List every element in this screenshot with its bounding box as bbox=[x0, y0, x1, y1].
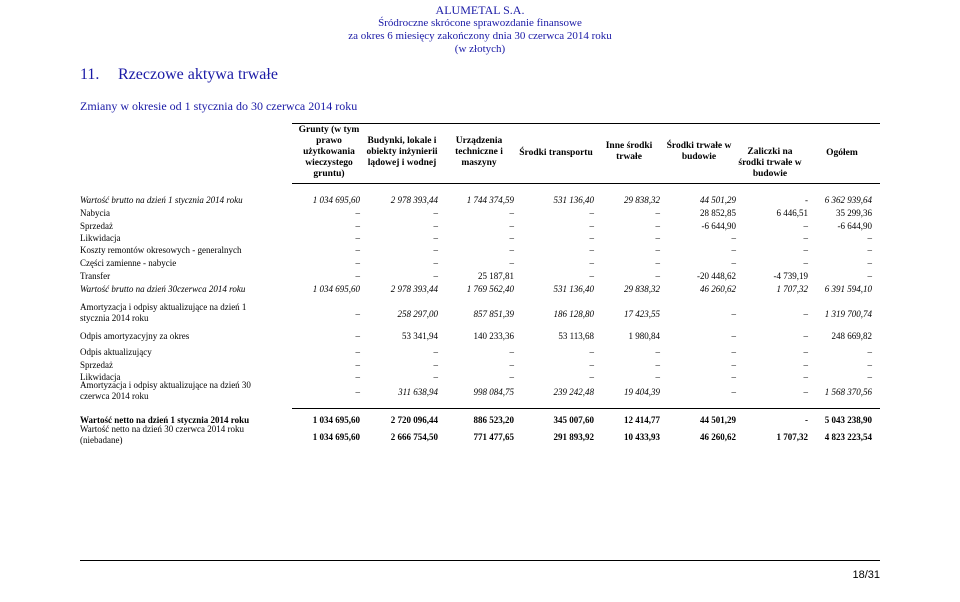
row-label: Odpis amortyzacyjny za okres bbox=[80, 331, 190, 341]
section-title-text: Rzeczowe aktywa trwałe bbox=[118, 66, 278, 83]
table-cell: – bbox=[589, 360, 594, 370]
footer-rule bbox=[80, 560, 880, 561]
table-cell: – bbox=[589, 233, 594, 243]
table-cell: 5 043 238,90 bbox=[824, 415, 872, 425]
page-number: 18/31 bbox=[852, 569, 880, 581]
table-cell: – bbox=[509, 347, 514, 357]
table-cell: 10 433,93 bbox=[624, 432, 660, 442]
table-cell: – bbox=[803, 360, 808, 370]
table-cell: – bbox=[655, 208, 660, 218]
table-cell: 998 084,75 bbox=[473, 387, 514, 397]
column-header-transport: Środki transportu bbox=[519, 148, 593, 158]
table-cell: – bbox=[867, 258, 872, 268]
table-cell: 2 720 096,44 bbox=[390, 415, 438, 425]
table-cell: – bbox=[433, 233, 438, 243]
table-cell: - bbox=[805, 195, 808, 205]
column-header-machinery: Urządzenia techniczne i maszyny bbox=[455, 136, 503, 168]
table-row-impairment bbox=[80, 346, 880, 358]
table-cell: – bbox=[355, 347, 360, 357]
table-cell: – bbox=[803, 221, 808, 231]
table-row-transfer bbox=[80, 270, 880, 282]
row-label: Części zamienne - nabycie bbox=[80, 258, 177, 268]
table-cell: 248 669,82 bbox=[831, 331, 872, 341]
table-row-closing-gross bbox=[80, 283, 880, 295]
table-row-overhaul-costs bbox=[80, 244, 880, 256]
column-header-advances: Zaliczki na środki trwałe w budowie bbox=[738, 147, 802, 179]
row-label: Amortyzacja i odpisy aktualizujące na dzień 1 stycznia 2014 roku bbox=[80, 302, 247, 323]
table-cell: 17 423,55 bbox=[624, 309, 660, 319]
table-cell: 1 707,32 bbox=[776, 284, 808, 294]
table-cell: – bbox=[803, 347, 808, 357]
table-cell: 886 523,20 bbox=[473, 415, 514, 425]
table-cell: – bbox=[655, 347, 660, 357]
table-cell: 291 893,92 bbox=[553, 432, 594, 442]
table-cell: – bbox=[803, 331, 808, 341]
table-cell: – bbox=[867, 372, 872, 382]
table-cell: -6 644,90 bbox=[701, 221, 736, 231]
table-cell: – bbox=[355, 221, 360, 231]
table-cell: 186 128,80 bbox=[553, 309, 594, 319]
table-cell: – bbox=[731, 245, 736, 255]
table-cell: – bbox=[355, 271, 360, 281]
table-cell: – bbox=[355, 245, 360, 255]
table-cell: 2 978 393,44 bbox=[390, 284, 438, 294]
header-top-rule bbox=[292, 123, 880, 124]
table-cell: – bbox=[509, 245, 514, 255]
table-row-depreciation-charge bbox=[80, 330, 880, 342]
table-row-sales-depreciation bbox=[80, 359, 880, 371]
row-label: Wartość netto na dzień 1 stycznia 2014 roku bbox=[80, 415, 250, 425]
table-cell: 1 034 695,60 bbox=[312, 415, 360, 425]
table-cell: 12 414,77 bbox=[624, 415, 660, 425]
table-cell: – bbox=[803, 245, 808, 255]
table-cell: 46 260,62 bbox=[700, 284, 736, 294]
table-row-opening-depreciation bbox=[80, 302, 880, 323]
table-cell: – bbox=[655, 233, 660, 243]
table-cell: 1 034 695,60 bbox=[312, 432, 360, 442]
table-cell: – bbox=[803, 233, 808, 243]
column-header-land: Grunty (w tym prawo użytkowania wieczystego gruntu) bbox=[298, 125, 360, 179]
table-cell: – bbox=[655, 245, 660, 255]
table-cell: – bbox=[433, 372, 438, 382]
row-label: Likwidacja bbox=[80, 233, 121, 243]
table-cell: – bbox=[731, 372, 736, 382]
table-cell: 6 391 594,10 bbox=[824, 284, 872, 294]
table-cell: – bbox=[589, 271, 594, 281]
table-cell: – bbox=[731, 233, 736, 243]
table-cell: 29 838,32 bbox=[624, 284, 660, 294]
table-cell: 4 823 223,54 bbox=[824, 432, 872, 442]
table-cell: – bbox=[509, 258, 514, 268]
table-row-acquisitions bbox=[80, 207, 880, 219]
table-cell: 1 034 695,60 bbox=[312, 284, 360, 294]
table-cell: – bbox=[509, 221, 514, 231]
row-label: Nabycia bbox=[80, 208, 110, 218]
table-subtitle: Zmiany w okresie od 1 stycznia do 30 czerwca 2014 roku bbox=[80, 99, 358, 113]
table-row-net-closing bbox=[80, 424, 880, 445]
table-cell: – bbox=[731, 258, 736, 268]
table-cell: – bbox=[589, 258, 594, 268]
table-row-sales bbox=[80, 220, 880, 232]
row-label: Wartość brutto na dzień 1 stycznia 2014 roku bbox=[80, 195, 243, 205]
table-cell: – bbox=[509, 360, 514, 370]
table-cell: 6 446,51 bbox=[776, 208, 808, 218]
table-cell: – bbox=[509, 233, 514, 243]
column-header-total: Ogółem bbox=[826, 148, 858, 158]
table-row-opening-gross bbox=[80, 194, 880, 206]
table-cell: – bbox=[355, 208, 360, 218]
table-cell: 29 838,32 bbox=[624, 195, 660, 205]
table-cell: 53 113,68 bbox=[558, 331, 594, 341]
table-cell: – bbox=[867, 271, 872, 281]
table-cell: – bbox=[803, 258, 808, 268]
table-cell: – bbox=[803, 387, 808, 397]
table-cell: 258 297,00 bbox=[397, 309, 438, 319]
table-cell: – bbox=[355, 387, 360, 397]
company-name: ALUMETAL S.A. bbox=[435, 3, 525, 17]
table-cell: – bbox=[803, 372, 808, 382]
report-period: za okres 6 miesięcy zakończony dnia 30 czerwca 2014 roku bbox=[348, 30, 612, 42]
report-currency: (w złotych) bbox=[454, 43, 506, 55]
table-cell: 531 136,40 bbox=[553, 195, 594, 205]
table-cell: – bbox=[433, 258, 438, 268]
table-cell: 2 978 393,44 bbox=[390, 195, 438, 205]
row-label: Wartość brutto na dzień 30czerwca 2014 roku bbox=[80, 284, 246, 294]
table-cell: – bbox=[731, 309, 736, 319]
report-title: Śródroczne skrócone sprawozdanie finansowe bbox=[378, 17, 582, 29]
table-cell: – bbox=[355, 233, 360, 243]
column-header-other: Inne środki trwałe bbox=[605, 141, 653, 162]
table-cell: – bbox=[731, 347, 736, 357]
table-cell: – bbox=[655, 258, 660, 268]
table-cell: - bbox=[805, 415, 808, 425]
row-label: Likwidacja bbox=[80, 372, 121, 382]
table-cell: – bbox=[731, 331, 736, 341]
table-cell: – bbox=[655, 221, 660, 231]
table-cell: 857 851,39 bbox=[473, 309, 514, 319]
row-label: Wartość netto na dzień 30 czerwca 2014 roku (niebadane) bbox=[80, 424, 244, 445]
table-cell: 35 299,36 bbox=[836, 208, 872, 218]
table-cell: – bbox=[355, 372, 360, 382]
table-cell: – bbox=[589, 221, 594, 231]
table-row-closing-depreciation bbox=[80, 380, 880, 401]
table-cell: – bbox=[803, 309, 808, 319]
table-cell: – bbox=[433, 208, 438, 218]
table-cell: -20 448,62 bbox=[697, 271, 736, 281]
section-number: 11. bbox=[80, 66, 100, 83]
row-label: Koszty remontów okresowych - generalnych bbox=[80, 245, 242, 255]
table-cell: – bbox=[589, 347, 594, 357]
table-cell: – bbox=[509, 372, 514, 382]
table-cell: – bbox=[655, 360, 660, 370]
header-bottom-rule bbox=[292, 183, 880, 184]
column-header-buildings: Budynki, lokale i obiekty inżynierii lądowej i wodnej bbox=[366, 136, 438, 168]
totals-rule bbox=[292, 408, 880, 409]
table-cell: 1 980,84 bbox=[628, 331, 660, 341]
table-cell: 1 707,32 bbox=[776, 432, 808, 442]
table-cell: – bbox=[731, 360, 736, 370]
table-cell: – bbox=[867, 245, 872, 255]
table-cell: – bbox=[433, 221, 438, 231]
table-cell: – bbox=[867, 347, 872, 357]
table-cell: – bbox=[867, 360, 872, 370]
table-cell: 1 568 370,56 bbox=[824, 387, 872, 397]
table-cell: 1 769 562,40 bbox=[466, 284, 514, 294]
table-cell: 345 007,60 bbox=[553, 415, 594, 425]
table-cell: 19 404,39 bbox=[624, 387, 660, 397]
table-cell: – bbox=[433, 271, 438, 281]
table-cell: 25 187,81 bbox=[478, 271, 514, 281]
table-cell: – bbox=[355, 258, 360, 268]
table-cell: 239 242,48 bbox=[553, 387, 594, 397]
table-cell: – bbox=[355, 309, 360, 319]
row-label: Transfer bbox=[80, 271, 111, 281]
table-cell: 53 341,94 bbox=[402, 331, 438, 341]
table-cell: – bbox=[433, 360, 438, 370]
table-cell: 140 233,36 bbox=[473, 331, 514, 341]
table-row-disposals bbox=[80, 232, 880, 244]
table-cell: – bbox=[355, 331, 360, 341]
table-cell: – bbox=[867, 233, 872, 243]
table-cell: 2 666 754,50 bbox=[390, 432, 438, 442]
table-cell: – bbox=[731, 387, 736, 397]
table-cell: – bbox=[355, 360, 360, 370]
row-label: Odpis aktualizujący bbox=[80, 347, 152, 357]
table-cell: 1 034 695,60 bbox=[312, 195, 360, 205]
section-title bbox=[80, 66, 278, 84]
table-cell: 531 136,40 bbox=[553, 284, 594, 294]
table-cell: 771 477,65 bbox=[473, 432, 514, 442]
table-cell: – bbox=[589, 208, 594, 218]
row-label: Amortyzacja i odpisy aktualizujące na dzień 30 czerwca 2014 roku bbox=[80, 380, 251, 401]
row-label: Sprzedaż bbox=[80, 360, 113, 370]
table-cell: 44 501,29 bbox=[700, 415, 736, 425]
table-cell: – bbox=[433, 347, 438, 357]
table-cell: – bbox=[655, 372, 660, 382]
table-cell: 1 744 374,59 bbox=[466, 195, 514, 205]
table-cell: 1 319 700,74 bbox=[824, 309, 872, 319]
table-cell: – bbox=[655, 271, 660, 281]
table-cell: – bbox=[589, 372, 594, 382]
table-cell: 46 260,62 bbox=[700, 432, 736, 442]
document-header bbox=[0, 4, 960, 56]
table-cell: – bbox=[509, 208, 514, 218]
table-row-spare-parts bbox=[80, 257, 880, 269]
table-cell: 28 852,85 bbox=[700, 208, 736, 218]
row-label: Sprzedaż bbox=[80, 221, 113, 231]
table-cell: – bbox=[433, 245, 438, 255]
table-cell: 44 501,29 bbox=[700, 195, 736, 205]
table-cell: 6 362 939,64 bbox=[824, 195, 872, 205]
table-cell: 311 638,94 bbox=[398, 387, 438, 397]
table-cell: -6 644,90 bbox=[837, 221, 872, 231]
table-cell: -4 739,19 bbox=[773, 271, 808, 281]
column-header-construction: Środki trwałe w budowie bbox=[666, 141, 732, 162]
table-cell: – bbox=[589, 245, 594, 255]
